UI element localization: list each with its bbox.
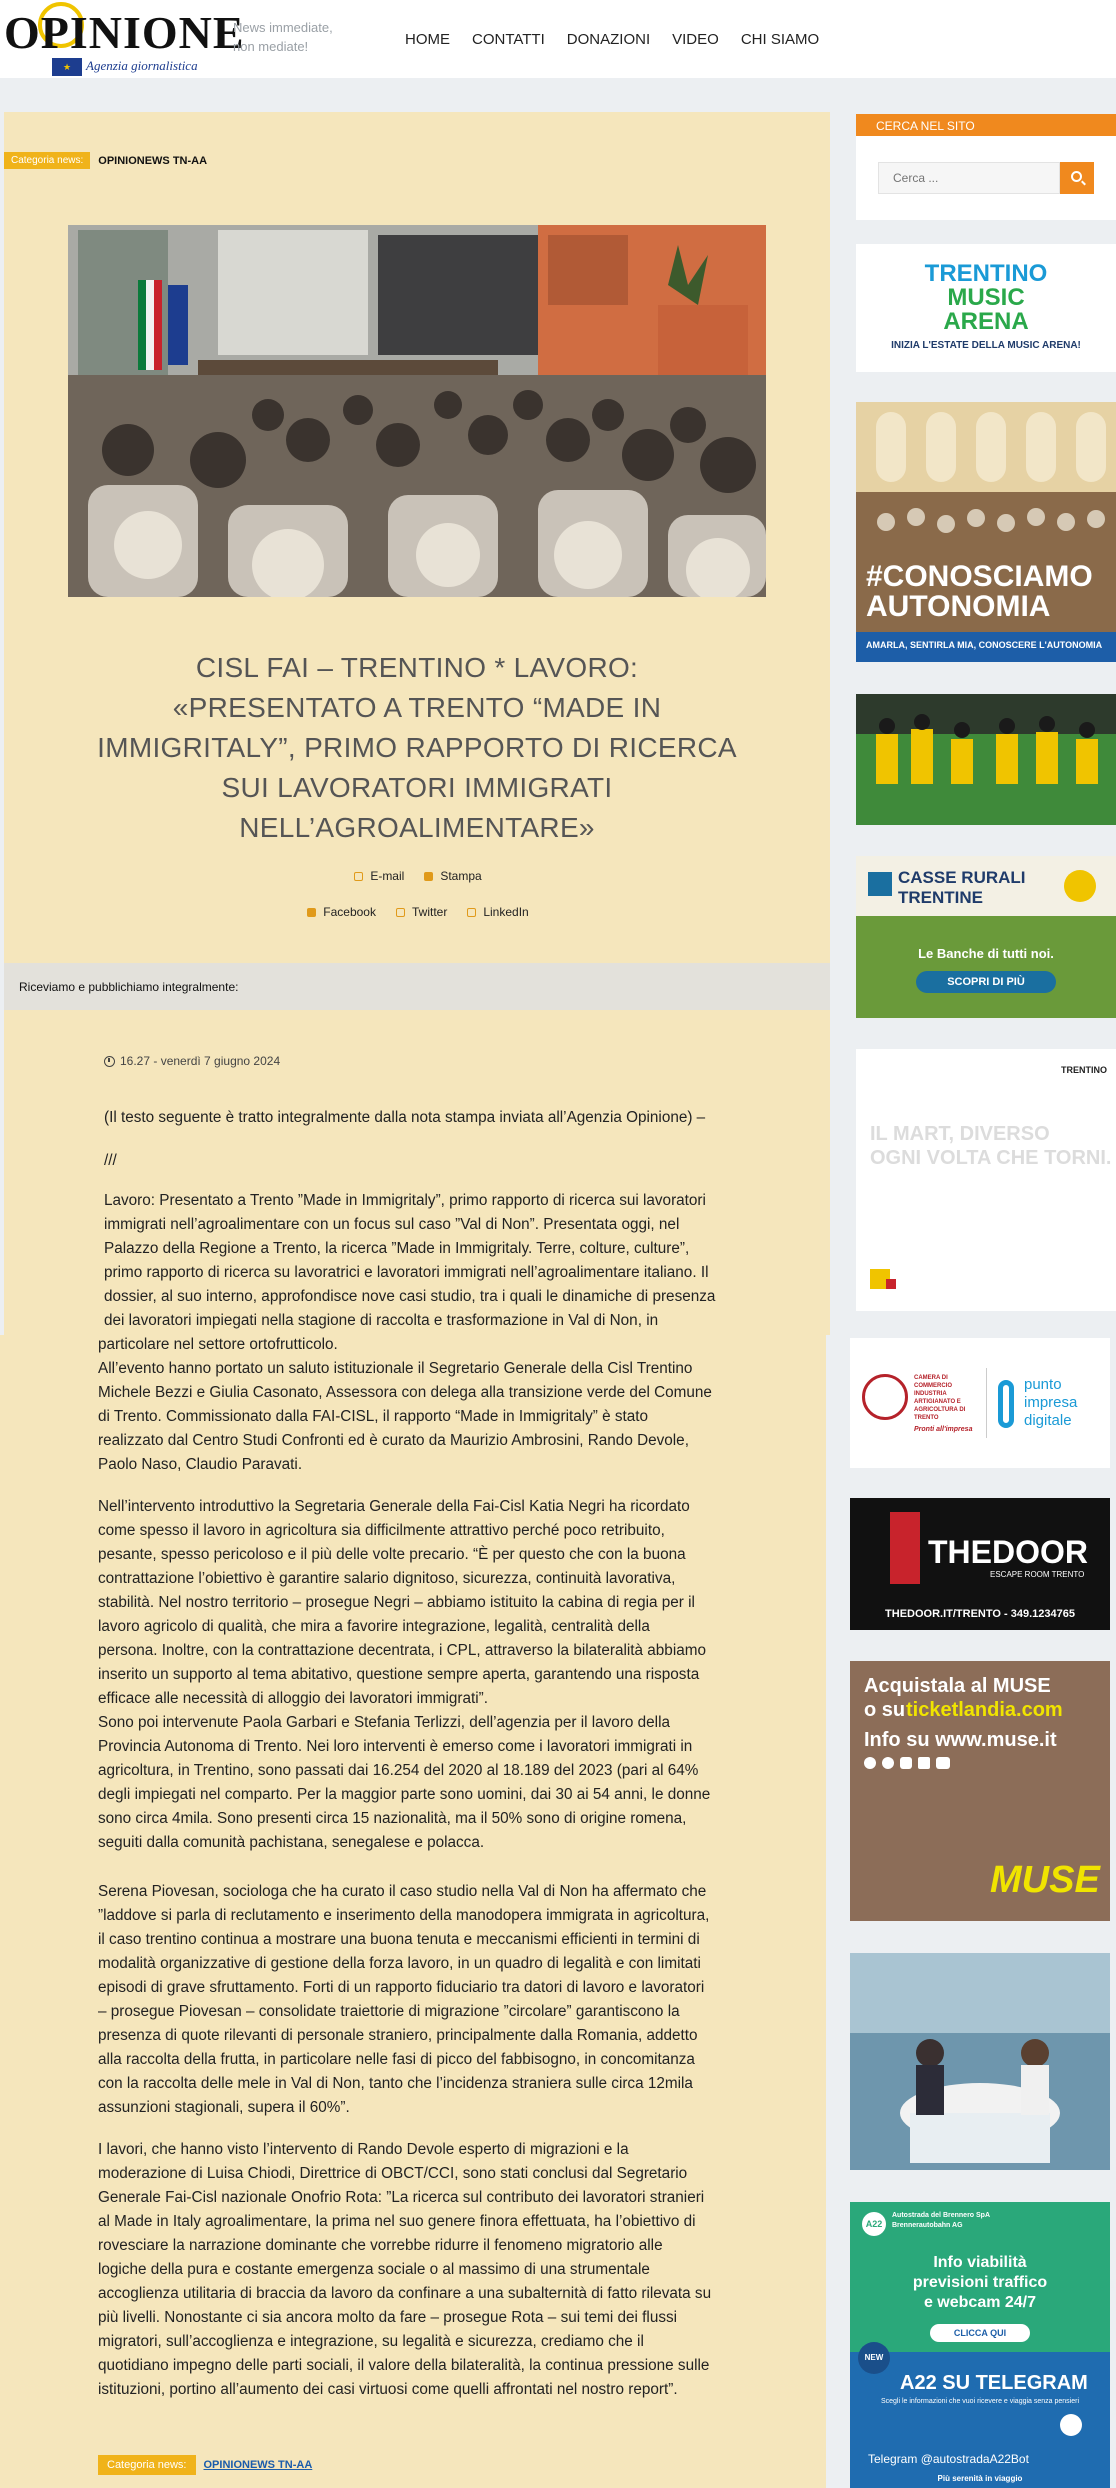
ad-sport-photo[interactable]	[856, 694, 1116, 825]
paragraph-piovesan: Serena Piovesan, sociologa che ha curato il caso studio nella Val di Non ha affermato che ”laddove si parla di reclutamento e inserimento della manodopera immigrata in agricoltura, il caso trentino continua a mostrare una buona tenuta e meccanismi efficienti in termini di modalità organizzative di gestione della forza lavoro, in un quadro di legalità e con limitati episodi di grave sfruttamento. Forti di un rapporto fiduciario tra datori di lavoro e lavoratori – prosegue Piovesan – consolidate traiettorie di migrazione ”circolare” garantiscono la presenza di quote rilevanti di personale straniero, principalmente dalla Romania, addetto alla raccolta della frutta, in particolare nelle fasi di picco del fabbisogno, in concomitanza con la raccolta delle mele in Val di Non, tanto che l’incidenza straniera sulle circa 12mila assunzioni stagionali, supera il 60%”.	[98, 1883, 710, 2116]
paragraph-source: (Il testo seguente è tratto integralmente dalla nota stampa inviata all’Agenzia Opinione) –	[104, 1109, 706, 1126]
paragraph-separator: ///	[104, 1152, 117, 1169]
search-input[interactable]	[878, 162, 1060, 194]
ad-music-arena[interactable]: TRENTINO MUSIC ARENA INIZIA L'ESTATE DELLA MUSIC ARENA!	[856, 244, 1116, 372]
ad-casse-rurali[interactable]: CASSE RURALI TRENTINE Le Banche di tutti noi. SCOPRI DI PIÙ	[856, 856, 1116, 1018]
eu-flag-icon: ★	[52, 58, 82, 76]
footer-category	[98, 2455, 312, 2475]
envelope-icon	[354, 872, 363, 881]
linkedin-icon	[467, 908, 476, 917]
pid-logo-icon	[998, 1380, 1014, 1428]
mart-logo-accent	[886, 1279, 896, 1289]
category-badge: Categoria news:	[4, 152, 90, 169]
door-icon	[890, 1512, 920, 1584]
print-icon	[424, 872, 433, 881]
search-button[interactable]	[1060, 162, 1094, 194]
nav-video[interactable]: VIDEO	[672, 31, 719, 48]
camera-divider	[986, 1368, 987, 1438]
ad-mart[interactable]: TRENTINO IL MART, DIVERSO OGNI VOLTA CHE TORNI.	[856, 1049, 1116, 1311]
category-row	[4, 152, 207, 169]
sport-photo	[856, 694, 1116, 825]
dinner-photo	[850, 1953, 1110, 2170]
paragraph-event: All’evento hanno portato un saluto istituzionale il Segretario Generale della Cisl Trentino Michele Bezzi e Giulia Casonato, Assessora con delega alla transizione verde del Comune di Trento. Commissionato dalla FAI-CISL, il rapporto “Made in Immigritaly” è stato realizzato dal Centro Studi Confronti ed è curato da Maurizio Ambrosini, Rando Devole, Paolo Naso, Claudio Paravati.	[98, 1360, 712, 1473]
footer-category-badge: Categoria news:	[98, 2455, 196, 2475]
nav-chi-siamo[interactable]: CHI SIAMO	[740, 31, 820, 48]
logo-text: OPINIONE	[4, 7, 245, 58]
clock-icon	[104, 1056, 115, 1067]
article-date: 16.27 - venerdì 7 giugno 2024	[104, 1054, 280, 1068]
nav-donazioni[interactable]: DONAZIONI	[566, 31, 651, 48]
category-link[interactable]: OPINIONEWS TN-AA	[98, 154, 208, 167]
nav-home[interactable]: HOME	[405, 31, 450, 48]
intro-bar: Riceviamo e pubblichiamo integralmente:	[4, 963, 830, 1010]
paragraph-rota: I lavori, che hanno visto l’intervento di Rando Devole esperto di migrazioni e la moderazione di Luisa Chiodi, Direttrice di OBCT/CCI, sono stati conclusi dal Segretario Generale Fai-Cisl nazionale Onofrio Rota: ”La ricerca sul contributo dei lavoratori stranieri al Made in Italy agroalimentare, la prima nel suo genere finora effettuata, ha l’obiettivo di rovesciare la narrazione dominante che vorrebbe ridurre il fenomeno migratorio alle logiche della pura e costante emergenza sociale o al massimo di una strumentale accoglienza utilitaria di braccia da lavoro da confinare a una subalternità di fatto rilevata su più livelli. Nonostante ci sia ancora molto da fare – prosegue Rota – sui temi dei flussi migratori, sull’accoglienza e integrazione, su legalità e sicurezza, crediamo che il quotidiano impegno delle parti sociali, il valore della bilateralità, la continua pressione sulle istituzioni, portino all’aumento dei casi virtuosi come quelli affrontati nel nostro report”.	[98, 2141, 712, 2398]
site-logo[interactable]	[4, 2, 245, 76]
logo-subtitle: Agenzia giornalistica	[86, 58, 198, 73]
facebook-icon	[307, 908, 316, 917]
share-email[interactable]: E-mail	[354, 869, 404, 883]
telegram-icon	[1060, 2414, 1082, 2436]
facebook-icon	[864, 1757, 876, 1769]
paragraph-negri: Nell’intervento introduttivo la Segretaria Generale della Fai-Cisl Katia Negri ha ricordato come spesso il lavoro in agricoltura sia difficilmente attrattivo perché poco retribuito, pesante, spesso pericoloso e il più delle volte precario. “È per questo che con la buona contrattazione l’obiettivo è garantire salario dignitoso, sicurezza, continuità lavorativa, stabilità. Nel nostro territorio – prosegue Negri – abbiamo istituito la cabina di regia per il lavoro agricolo di qualità, che mira a favorire integrazione, legalità, centralità della persona. Inoltre, con la contrattazione decentrata, i CPL, attraverso la bilateralità abbiamo inserito un supporto al tema abitativo, questione sempre aperta, garantendo una risposta efficace alle necessità di alloggio dei lavoratori immigrati”. Sono poi intervenute Paola Garbari e Stefania Terlizzi, dell’agenzia per il lavoro della Provincia Autonoma di Trento. Nei loro interventi è emerso come i lavoratori immigrati in agricoltura, in Trentino, sono passati dai 16.254 del 2020 al 18.189 del 2023 (pari al 64% degli impiegati nel comparto. Per la maggior parte sono uomini, dai 30 ai 54 anni, le donne sono circa 4mila. Sono presenti circa 15 nazionalità, ma il 50% sono di origine romena, seguiti dalla comunità pachistana, senegalese e polacca.	[98, 1498, 711, 1851]
ad-dinner-photo[interactable]	[850, 1953, 1110, 2170]
ad-thedoor[interactable]: THEDOOR ESCAPE ROOM TRENTO THEDOOR.IT/TRENTO - 349.1234765	[850, 1498, 1110, 1630]
share-print[interactable]: Stampa	[424, 869, 481, 883]
article-photo	[68, 225, 766, 597]
share-facebook[interactable]: Facebook	[307, 905, 376, 919]
casse-cta-button[interactable]: SCOPRI DI PIÙ	[916, 971, 1056, 993]
share-linkedin[interactable]: LinkedIn	[467, 905, 528, 919]
share-row-2	[0, 905, 836, 919]
nav-contatti[interactable]: CONTATTI	[472, 31, 545, 48]
share-row-1	[0, 869, 836, 883]
instagram-icon	[900, 1757, 912, 1769]
ad-autonomia[interactable]: #CONOSCIAMO AUTONOMIA AMARLA, SENTIRLA MIA, CONOSCERE L'AUTONOMIA	[856, 402, 1116, 662]
search-widget-title: CERCA NEL SITO	[856, 114, 1116, 136]
social-icons	[864, 1757, 950, 1769]
footer-category-link[interactable]: OPINIONEWS TN-AA	[203, 2459, 313, 2471]
ad-muse[interactable]: Acquistala al MUSE o su ticketlandia.com Info su www.muse.it MUSE	[850, 1661, 1110, 1921]
twitter-icon	[396, 908, 405, 917]
site-tagline: News immediate, non mediate!	[233, 20, 333, 54]
twitter-icon	[882, 1757, 894, 1769]
casse-badge-icon	[1064, 870, 1096, 902]
youtube-icon	[936, 1757, 950, 1769]
casse-logo-icon	[868, 872, 892, 896]
main-nav	[405, 31, 819, 48]
share-twitter[interactable]: Twitter	[396, 905, 447, 919]
autonomia-photo	[856, 402, 1116, 662]
paragraph-lead: Lavoro: Presentato a Trento ”Made in Immigritaly”, primo rapporto di ricerca sui lavoratori immigrati nell’agroalimentare con un focus sul caso ”Val di Non”. Presentata oggi, nel Palazzo della Regione a Trento, la ricerca ”Made in Immigritaly. Terre, colture, culture”, primo rapporto di ricerca su lavoratrici e lavoratori immigrati nell’agroalimentare italiano. Il dossier, al suo interno, approfondisce nove casi studio, tra i quali le dinamiche di presenza dei lavoratori impiegati nella stagione di raccolta e trasformazione in Val di Non, in	[104, 1192, 716, 1329]
article-title: CISL FAI – TRENTINO * LAVORO: «PRESENTATO A TRENTO “MADE IN IMMIGRITALY”, PRIMO RAPPORTO DI RICERCA SUI LAVORATORI IMMIGRATI NELL’AGROALIMENTARE»	[97, 652, 737, 843]
linkedin-icon	[918, 1757, 930, 1769]
ad-a22[interactable]: A22 Autostrada del Brennero SpA Brennerautobahn AG Info viabilità previsioni traffico e webcam 24/7 CLICCA QUI NEW A22 SU TELEGRAM Scegli le informazioni che vuoi ricevere e viaggia senza pensieri Telegram @autostradaA22Bot Più serenità in viaggio	[850, 2202, 1110, 2488]
camera-seal-icon	[862, 1374, 908, 1420]
ad-camera-commercio[interactable]: CAMERA DI COMMERCIO INDUSTRIA ARTIGIANATO E AGRICOLTURA DI TRENTO Pronti all'impresa punto impresa digitale	[850, 1338, 1110, 1468]
site-header	[0, 0, 1116, 78]
paragraph-lead-tail: particolare nel settore ortofrutticolo.	[98, 1336, 338, 1353]
search-widget	[856, 136, 1116, 220]
search-icon	[1071, 171, 1082, 182]
a22-logo-icon: A22	[862, 2212, 886, 2236]
a22-click-button[interactable]: CLICCA QUI	[930, 2324, 1030, 2342]
